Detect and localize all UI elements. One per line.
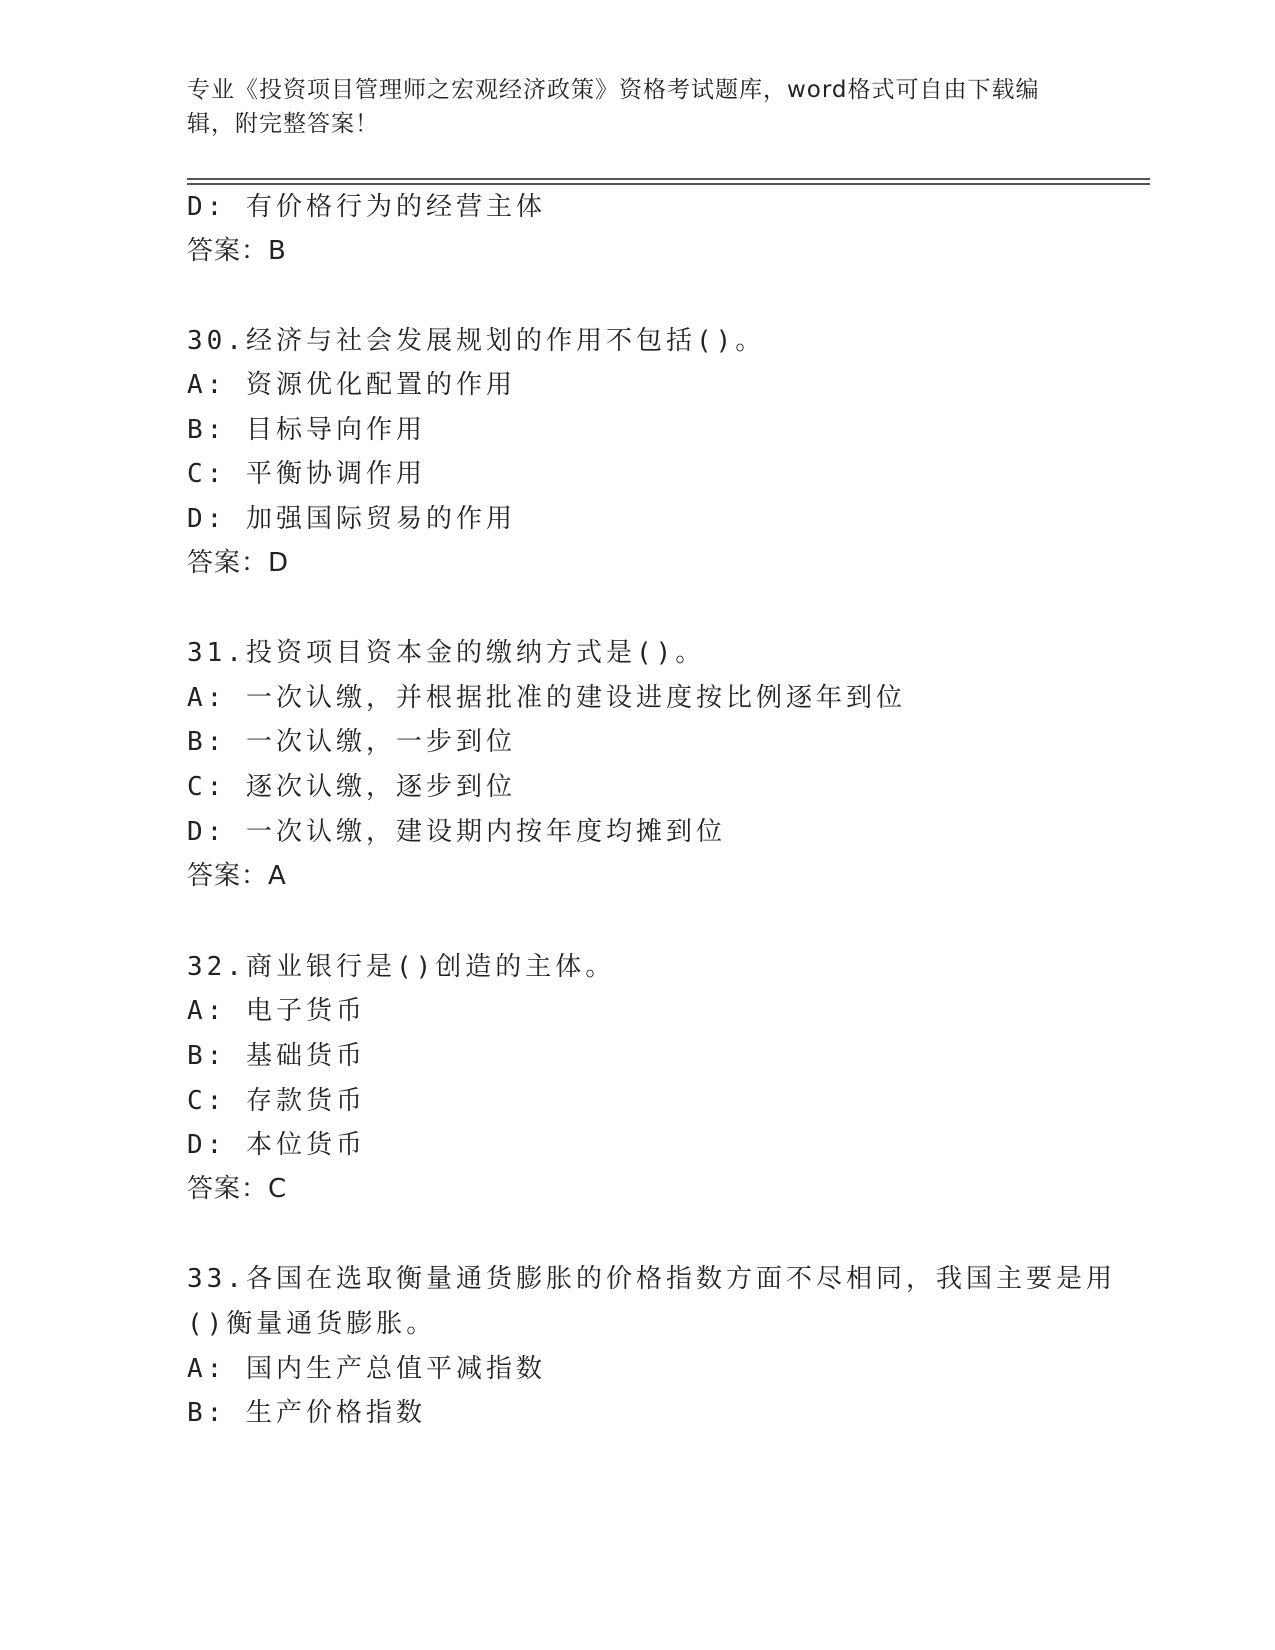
- question-32-option-d: D: 本位货币: [187, 1130, 366, 1160]
- question-32-option-c: C: 存款货币: [187, 1086, 366, 1116]
- header-divider-top: [187, 178, 1150, 180]
- question-30-stem: 30.经济与社会发展规划的作用不包括()。: [187, 326, 766, 356]
- question-31-stem: 31.投资项目资本金的缴纳方式是()。: [187, 638, 706, 668]
- question-32-stem: 32.商业银行是()创造的主体。: [187, 952, 616, 982]
- question-31-answer: 答案：A: [187, 861, 287, 891]
- question-30-answer: 答案：D: [187, 548, 290, 578]
- document-header: [187, 73, 1087, 141]
- question-32-answer: 答案：C: [187, 1174, 288, 1204]
- question-33-option-a: A: 国内生产总值平减指数: [187, 1354, 546, 1384]
- question-31-option-d: D: 一次认缴，建设期内按年度均摊到位: [187, 817, 726, 847]
- question-33-stem-line-2: ()衡量通货膨胀。: [187, 1309, 437, 1339]
- prev-answer: 答案：B: [187, 236, 287, 266]
- prev-option-d: D: 有价格行为的经营主体: [187, 192, 546, 222]
- question-32-option-b: B: 基础货币: [187, 1041, 366, 1071]
- question-30-option-c: C: 平衡协调作用: [187, 459, 426, 489]
- question-33-stem-line-1: 33.各国在选取衡量通货膨胀的价格指数方面不尽相同，我国主要是用: [187, 1264, 1116, 1294]
- header-divider-bottom: [187, 183, 1150, 185]
- question-31-option-a: A: 一次认缴，并根据批准的建设进度按比例逐年到位: [187, 683, 906, 713]
- header-line-1: 专业《投资项目管理师之宏观经济政策》资格考试题库，word格式可自由下载编: [187, 77, 1040, 103]
- question-30-option-b: B: 目标导向作用: [187, 415, 426, 445]
- question-31-option-b: B: 一次认缴，一步到位: [187, 727, 516, 757]
- question-30-option-d: D: 加强国际贸易的作用: [187, 504, 516, 534]
- question-33-option-b: B: 生产价格指数: [187, 1398, 426, 1428]
- question-32-option-a: A: 电子货币: [187, 996, 366, 1026]
- question-31-option-c: C: 逐次认缴，逐步到位: [187, 772, 516, 802]
- question-30-option-a: A: 资源优化配置的作用: [187, 370, 516, 400]
- header-line-2: 辑，附完整答案！: [187, 111, 379, 137]
